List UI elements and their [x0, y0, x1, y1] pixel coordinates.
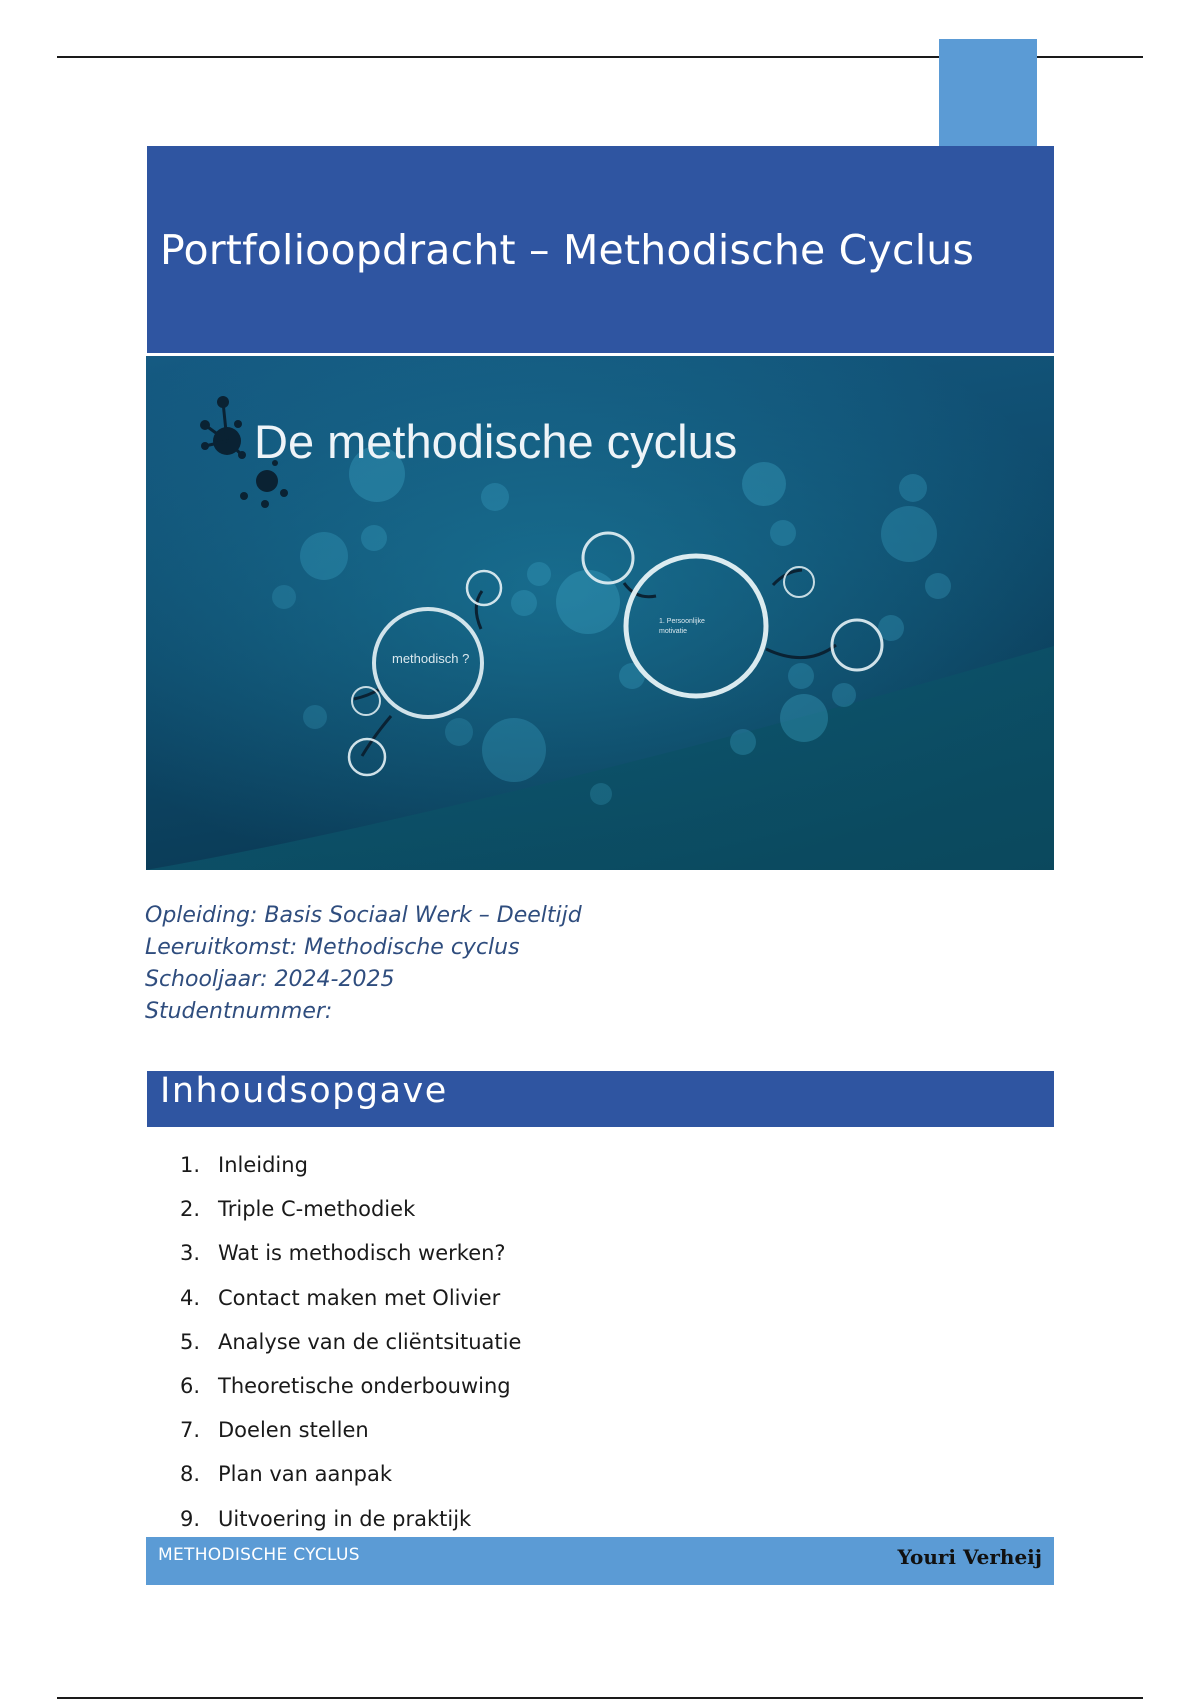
header-accent-block: [939, 39, 1037, 146]
document-title: Portfolioopdracht – Methodische Cyclus: [160, 225, 975, 274]
toc-item-number: 4.: [180, 1285, 201, 1310]
toc-item: [180, 1231, 521, 1275]
toc-item-number: 2.: [180, 1197, 201, 1222]
toc-heading: Inhoudsopgave: [160, 1071, 448, 1111]
page-footer: [146, 1537, 1054, 1585]
meta-studentnummer: Studentnummer:: [145, 999, 333, 1024]
toc-item-number: 8.: [180, 1462, 201, 1487]
toc-item-label: Uitvoering in de praktijk: [218, 1506, 472, 1531]
toc-item: [180, 1452, 521, 1496]
circle-label-motivatie-1: 1. Persoonlijke: [659, 618, 705, 625]
toc-item-label: Theoretische onderbouwing: [218, 1374, 511, 1399]
toc-item-label: Triple C-methodiek: [218, 1197, 416, 1222]
toc-heading-band: [147, 1071, 1054, 1127]
toc-item-label: Wat is methodisch werken?: [218, 1241, 506, 1266]
toc-item-number: 1.: [180, 1153, 201, 1178]
footer-author: Youri Verheij: [897, 1545, 1042, 1569]
circle-label-methodisch: methodisch ?: [392, 651, 470, 666]
toc-item-number: 3.: [180, 1241, 201, 1266]
cover-heading: De methodische cyclus: [254, 415, 738, 468]
meta-opleiding: Opleiding: Basis Sociaal Werk – Deeltijd: [145, 903, 582, 928]
toc-item-number: 6.: [180, 1374, 201, 1399]
toc-list: [180, 1143, 521, 1541]
circle-label-motivatie-2: motivatie: [659, 628, 688, 635]
toc-item-number: 5.: [180, 1329, 201, 1354]
toc-item: [180, 1364, 521, 1408]
footer-document-name: METHODISCHE CYCLUS: [158, 1545, 360, 1565]
footer-rule: [57, 1697, 1143, 1699]
toc-item: [180, 1143, 521, 1187]
toc-item: [180, 1320, 521, 1364]
toc-item-number: 7.: [180, 1418, 201, 1443]
toc-item-label: Contact maken met Olivier: [218, 1285, 501, 1310]
cover-image: [146, 356, 1054, 870]
toc-item: [180, 1497, 521, 1541]
toc-item-label: Inleiding: [218, 1153, 308, 1178]
toc-item-number: 9.: [180, 1506, 201, 1531]
toc-item-label: Doelen stellen: [218, 1418, 369, 1443]
toc-item-label: Analyse van de cliëntsituatie: [218, 1329, 522, 1354]
toc-item-label: Plan van aanpak: [218, 1462, 393, 1487]
meta-schooljaar: Schooljaar: 2024-2025: [145, 967, 395, 992]
toc-item: [180, 1276, 521, 1320]
title-band: [147, 146, 1054, 353]
toc-item: [180, 1408, 521, 1452]
toc-item: [180, 1187, 521, 1231]
meta-leeruitkomst: Leeruitkomst: Methodische cyclus: [145, 935, 520, 960]
document-meta: [145, 900, 582, 1028]
